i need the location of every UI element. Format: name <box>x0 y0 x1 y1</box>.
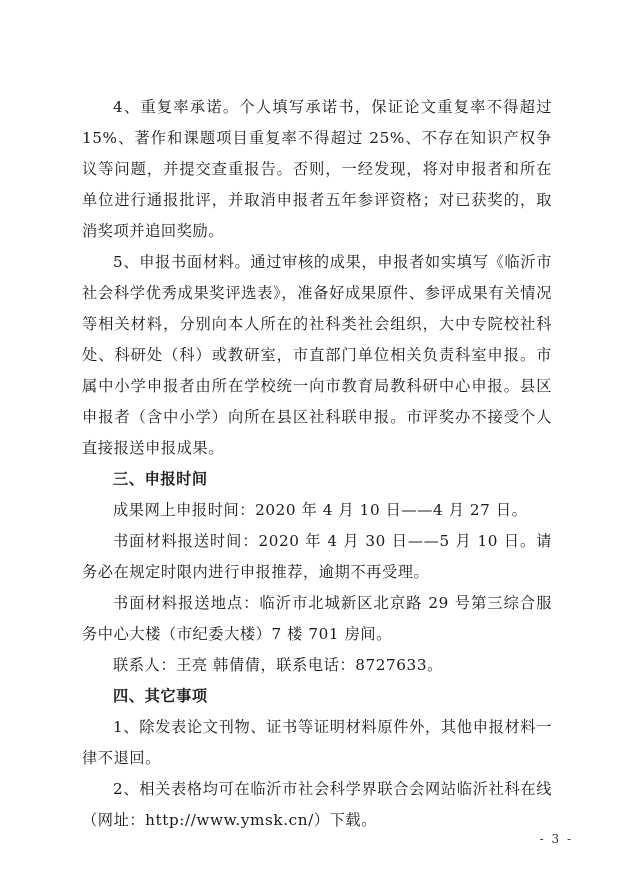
paragraph-contact: 联系人：王亮 韩倩倩，联系电话：8727633。 <box>113 656 443 674</box>
paragraph-materials-submission-location: 书面材料报送地点：临沂市北城新区北京路 29 号第三综合服务中心大楼（市纪委大楼）7 楼 701 房间。 <box>82 594 552 643</box>
paragraph-duplication-rate: 4、重复率承诺。个人填写承诺书，保证论文重复率不得超过 15%、著作和课题项目重复率不得超过 25%、不存在知识产权争议等问题，并提交查重报告。否则，一经发现，将对申报者和所在单位进行通报批评，并取消申报者五年参评资格；对已获奖的，取消奖项并追回奖励。 <box>82 98 552 240</box>
paragraph-materials-not-returned: 1、除发表论文刊物、证书等证明材料原件外，其他申报材料一律不退回。 <box>82 718 552 767</box>
section-heading-application-time: 三、申报时间 <box>113 470 208 488</box>
paragraph-written-materials: 5、申报书面材料。通过审核的成果，申报者如实填写《临沂市社会科学优秀成果奖评选表》，准备好成果原件、参评成果有关情况等相关材料，分别向本人所在的社科类社会组织，大中专院校社科处、科研处（科）或教研室，市直部门单位相关负责科室申报。市属中小学申报者由所在学校统一向市教育局教科研中心申报。县区申报者（含中小学）向所在县区社科联申报。市评奖办不接受个人直接报送申报成果。 <box>82 253 552 457</box>
paragraph-forms-download: 2、相关表格均可在临沂市社会科学界联合会网站临沂社科在线（网址：http://www.ymsk.cn/）下载。 <box>82 780 552 829</box>
section-heading-other-matters: 四、其它事项 <box>113 687 208 705</box>
paragraph-materials-submission-time: 书面材料报送时间：2020 年 4 月 30 日——5 月 10 日。请务必在规定时限内进行申报推荐，逾期不再受理。 <box>82 532 552 581</box>
document-body <box>82 92 552 836</box>
page-number: - 3 - <box>539 832 573 846</box>
paragraph-online-application-time: 成果网上申报时间：2020 年 4 月 10 日——4 月 27 日。 <box>113 501 528 519</box>
